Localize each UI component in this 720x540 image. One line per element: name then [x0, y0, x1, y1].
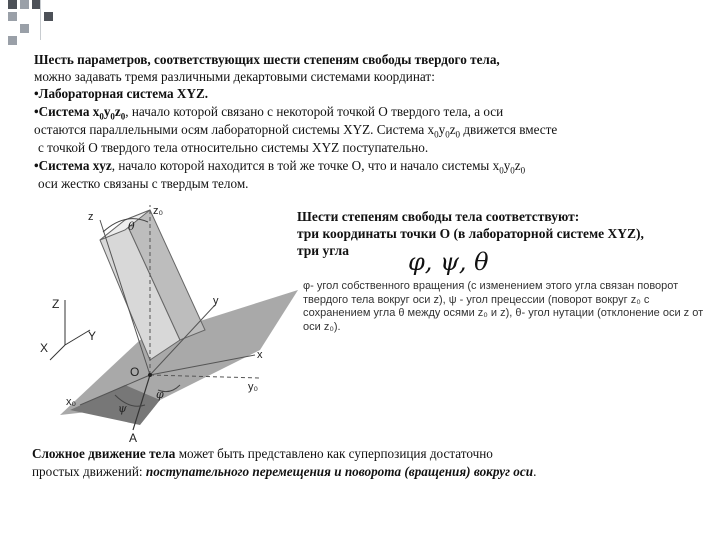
label-x0: x₀ [66, 396, 77, 408]
label-y: y [213, 295, 219, 307]
label-Y: Y [88, 329, 97, 343]
lab-axis-Y [65, 330, 90, 345]
x0y0z0-text: , начало которой связано с некоторой точкой О твердого тела, а оси [125, 104, 504, 119]
bullet: • [34, 86, 39, 101]
decorative-square [20, 24, 29, 33]
xyz-line-2: оси жестко связаны с твердым телом. [38, 176, 249, 191]
complex-motion-term: Сложное движение тела [32, 446, 176, 461]
caption-line: оси z₀). [303, 320, 341, 333]
x0y0z0-line-2: остаются параллельными осям лабораторной системы XYZ. Система $x_0y_0z_0$ движется вместе [34, 122, 558, 140]
heading-line-2: можно задавать тремя различными декартовыми системами координат: [34, 69, 435, 84]
freedom-line-3: три угла [297, 243, 349, 258]
label-z: z [88, 211, 94, 223]
decorative-square [20, 0, 29, 9]
freedom-line-1: Шести степеням свободы тела соответствуют: [297, 209, 580, 224]
bottom-line-2: простых движений: поступательного перемещения и поворота (вращения) вокруг оси. [32, 464, 537, 479]
decorative-square [8, 0, 17, 9]
label-psi: ψ [118, 402, 127, 415]
bottom-line-1: Сложное движение тела может быть представлено как суперпозиция достаточно [32, 446, 493, 461]
heading-line-1: Шесть параметров, соответствующих шести степеням свободы твердого тела, [34, 52, 500, 67]
label-Z: Z [52, 297, 60, 311]
xyz-title: Система xyz [38, 158, 112, 173]
x0y0z0-title: Система $x_0y_0z_0$ [38, 104, 126, 122]
label-phi: φ [156, 388, 164, 401]
point-O [148, 373, 152, 377]
label-X: X [40, 341, 49, 355]
caption-line: твердого тела вокруг оси z), ψ - угол прецессии (поворот вокруг z₀ с [303, 293, 650, 306]
caption-line: сохранением угла θ между осями z₀ и z), θ- угол нутации (отклонение оси z от [303, 307, 704, 319]
bullet: • [34, 104, 39, 119]
euler-angles-symbols: φ, ψ, θ [408, 248, 489, 276]
angles-caption [303, 280, 703, 334]
motion-types: поступательного перемещения и поворота (вращения) вокруг оси [145, 464, 534, 479]
label-theta: θ [128, 220, 135, 233]
lab-system-item [34, 86, 208, 101]
label-A: A [129, 431, 138, 445]
decorative-square [8, 36, 17, 45]
caption-line: φ- угол собственного вращения (с изменением этого угла связан поворот [303, 280, 679, 292]
label-y0: y₀ [248, 381, 259, 393]
decorative-line [40, 0, 41, 40]
lab-system-text: Лабораторная система XYZ. [38, 86, 209, 101]
xyz-line-1: •Система xyz, начало которой находится в той же точке О, что и начало системы $x_0y_0z_0$ [34, 158, 526, 176]
label-z0: z₀ [153, 205, 164, 217]
label-O: O [130, 365, 140, 379]
freedom-line-2: три координаты точки О (в лабораторной системе XYZ), [297, 226, 644, 241]
bullet: • [34, 158, 39, 173]
rigid-body-diagram [30, 200, 300, 445]
label-x: x [257, 349, 263, 361]
decorative-square [44, 12, 53, 21]
x0y0z0-line-3: с точкой О твердого тела относительно системы XYZ поступательно. [38, 140, 429, 155]
lab-axis-X [50, 345, 65, 360]
decorative-square [8, 12, 17, 21]
